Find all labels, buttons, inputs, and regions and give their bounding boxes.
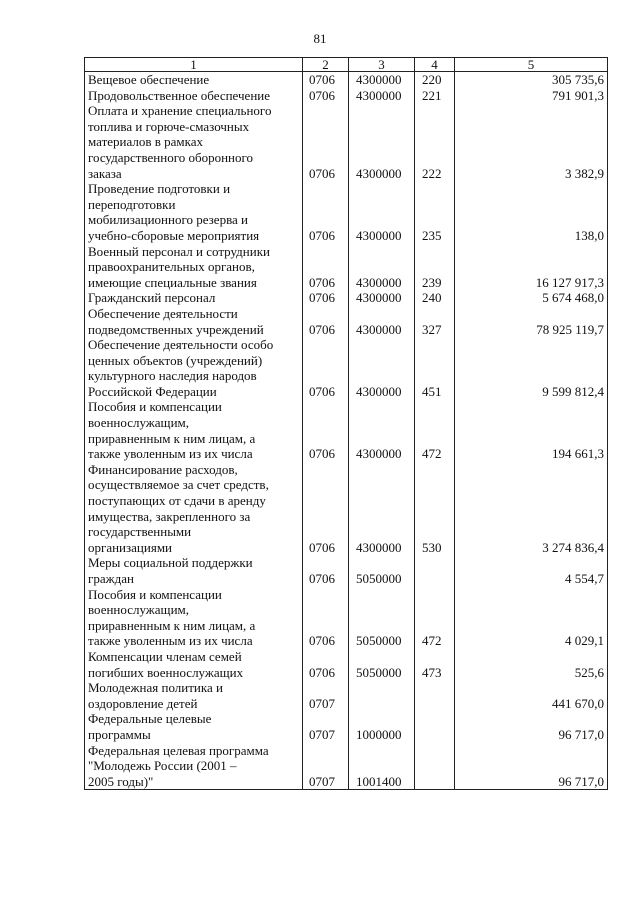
item-name-line: программы bbox=[88, 726, 151, 742]
item-name-line: также уволенным из их числа bbox=[88, 633, 253, 649]
expense-type-code bbox=[415, 711, 455, 742]
target-article-code: 4300000 bbox=[349, 181, 415, 243]
column-header-3: 3 bbox=[349, 58, 415, 72]
expense-type-code: 235 bbox=[415, 181, 455, 243]
table-row bbox=[85, 649, 608, 680]
section-code: 0706 bbox=[303, 587, 349, 649]
item-name bbox=[85, 711, 303, 742]
expense-type-code: 472 bbox=[415, 399, 455, 461]
amount: 441 670,0 bbox=[455, 680, 608, 711]
amount: 525,6 bbox=[455, 649, 608, 680]
section-code: 0706 bbox=[303, 244, 349, 291]
item-name-line: Федеральная целевая программа bbox=[88, 742, 269, 758]
item-name bbox=[85, 462, 303, 556]
item-name-line: Финансирование расходов, bbox=[88, 461, 238, 477]
expense-type-code: 222 bbox=[415, 103, 455, 181]
section-code: 0706 bbox=[303, 337, 349, 399]
item-name bbox=[85, 649, 303, 680]
page-number: 81 bbox=[313, 31, 327, 46]
header-row bbox=[85, 58, 608, 72]
item-name bbox=[85, 337, 303, 399]
target-article-code: 5050000 bbox=[349, 649, 415, 680]
table-body bbox=[85, 72, 608, 790]
amount: 9 599 812,4 bbox=[455, 337, 608, 399]
table-row bbox=[85, 337, 608, 399]
expense-type-code bbox=[415, 743, 455, 790]
table-row bbox=[85, 587, 608, 649]
item-name-line: Меры социальной поддержки bbox=[88, 555, 253, 571]
item-name bbox=[85, 306, 303, 337]
item-name-line: военнослужащим, bbox=[88, 415, 189, 431]
expense-type-code bbox=[415, 680, 455, 711]
target-article-code: 5050000 bbox=[349, 555, 415, 586]
item-name bbox=[85, 244, 303, 291]
section-code: 0706 bbox=[303, 72, 349, 88]
amount: 4 029,1 bbox=[455, 587, 608, 649]
item-name-line: оздоровление детей bbox=[88, 695, 198, 711]
item-name bbox=[85, 399, 303, 461]
item-name-line: граждан bbox=[88, 571, 134, 586]
item-name-line: также уволенным из их числа bbox=[88, 446, 253, 462]
amount: 3 382,9 bbox=[455, 103, 608, 181]
section-code: 0706 bbox=[303, 399, 349, 461]
section-code: 0706 bbox=[303, 306, 349, 337]
expense-type-code bbox=[415, 555, 455, 586]
item-name-line: материалов в рамках bbox=[88, 134, 204, 150]
column-header-5: 5 bbox=[455, 58, 608, 72]
amount: 96 717,0 bbox=[455, 711, 608, 742]
item-name-line: Молодежная политика и bbox=[88, 680, 223, 696]
amount: 78 925 119,7 bbox=[455, 306, 608, 337]
item-name-line: Компенсации членам семей bbox=[88, 648, 242, 664]
item-name-line: подведомственных учреждений bbox=[88, 321, 264, 337]
item-name-line: военнослужащим, bbox=[88, 602, 189, 618]
item-name-line: Проведение подготовки и bbox=[88, 181, 231, 197]
item-name-line: имущества, закрепленного за bbox=[88, 508, 251, 524]
expense-type-code: 221 bbox=[415, 88, 455, 104]
table-row bbox=[85, 88, 608, 104]
item-name-line: Оплата и хранение специального bbox=[88, 103, 272, 119]
expense-type-code: 530 bbox=[415, 462, 455, 556]
expense-type-code: 451 bbox=[415, 337, 455, 399]
item-name-line: Обеспечение деятельности bbox=[88, 305, 238, 321]
item-name bbox=[85, 587, 303, 649]
amount: 3 274 836,4 bbox=[455, 462, 608, 556]
item-name-line: Федеральные целевые bbox=[88, 711, 212, 727]
table-row bbox=[85, 181, 608, 243]
target-article-code: 4300000 bbox=[349, 88, 415, 104]
item-name bbox=[85, 72, 303, 88]
table-row bbox=[85, 72, 608, 88]
item-name-line: 2005 годы)" bbox=[88, 773, 154, 789]
expense-type-code: 327 bbox=[415, 306, 455, 337]
item-name bbox=[85, 743, 303, 790]
item-name-line: Продовольственное обеспечение bbox=[88, 87, 270, 103]
item-name bbox=[85, 555, 303, 586]
column-header-4: 4 bbox=[415, 58, 455, 72]
section-code: 0706 bbox=[303, 555, 349, 586]
item-name-line: приравненным к ним лицам, а bbox=[88, 617, 256, 633]
column-header-2: 2 bbox=[303, 58, 349, 72]
amount: 16 127 917,3 bbox=[455, 244, 608, 291]
table-row bbox=[85, 290, 608, 306]
target-article-code: 4300000 bbox=[349, 290, 415, 306]
section-code: 0706 bbox=[303, 462, 349, 556]
amount: 4 554,7 bbox=[455, 555, 608, 586]
section-code: 0706 bbox=[303, 290, 349, 306]
section-code: 0706 bbox=[303, 649, 349, 680]
item-name-line: Пособия и компенсации bbox=[88, 399, 222, 415]
table-row bbox=[85, 399, 608, 461]
amount: 791 901,3 bbox=[455, 88, 608, 104]
item-name-line: имеющие специальные звания bbox=[88, 274, 257, 290]
target-article-code: 1000000 bbox=[349, 711, 415, 742]
amount: 194 661,3 bbox=[455, 399, 608, 461]
item-name-line: топлива и горюче-смазочных bbox=[88, 118, 250, 134]
item-name-line: "Молодежь России (2001 – bbox=[88, 758, 237, 774]
item-name-line: погибших военнослужащих bbox=[88, 664, 244, 680]
target-article-code: 4300000 bbox=[349, 244, 415, 291]
item-name-line: государственными bbox=[88, 524, 192, 540]
item-name bbox=[85, 290, 303, 306]
item-name-line: заказа bbox=[88, 165, 122, 181]
item-name-line: Вещевое обеспечение bbox=[88, 72, 210, 87]
expense-type-code: 472 bbox=[415, 587, 455, 649]
item-name-line: правоохранительных органов, bbox=[88, 259, 255, 275]
target-article-code: 4300000 bbox=[349, 337, 415, 399]
target-article-code: 4300000 bbox=[349, 306, 415, 337]
target-article-code bbox=[349, 680, 415, 711]
item-name-line: культурного наследия народов bbox=[88, 368, 257, 384]
item-name-line: поступающих от сдачи в аренду bbox=[88, 493, 266, 509]
item-name-line: осуществляемое за счет средств, bbox=[88, 477, 269, 493]
section-code: 0707 bbox=[303, 743, 349, 790]
expense-type-code: 473 bbox=[415, 649, 455, 680]
section-code: 0707 bbox=[303, 711, 349, 742]
table-row bbox=[85, 680, 608, 711]
item-name-line: приравненным к ним лицам, а bbox=[88, 430, 256, 446]
table-row bbox=[85, 244, 608, 291]
item-name-line: Гражданский персонал bbox=[88, 290, 216, 306]
table-row bbox=[85, 555, 608, 586]
item-name-line: Обеспечение деятельности особо bbox=[88, 337, 274, 353]
item-name-line: государственного оборонного bbox=[88, 149, 253, 165]
item-name bbox=[85, 88, 303, 104]
column-header-1: 1 bbox=[85, 58, 303, 72]
amount: 138,0 bbox=[455, 181, 608, 243]
target-article-code: 4300000 bbox=[349, 72, 415, 88]
target-article-code: 4300000 bbox=[349, 462, 415, 556]
target-article-code: 5050000 bbox=[349, 587, 415, 649]
section-code: 0707 bbox=[303, 680, 349, 711]
target-article-code: 4300000 bbox=[349, 399, 415, 461]
section-code: 0706 bbox=[303, 103, 349, 181]
amount: 96 717,0 bbox=[455, 743, 608, 790]
item-name-line: Российской Федерации bbox=[88, 383, 217, 399]
amount: 305 735,6 bbox=[455, 72, 608, 88]
section-code: 0706 bbox=[303, 181, 349, 243]
item-name bbox=[85, 181, 303, 243]
expense-type-code: 239 bbox=[415, 244, 455, 291]
target-article-code: 1001400 bbox=[349, 743, 415, 790]
item-name-line: ценных объектов (учреждений) bbox=[88, 352, 263, 368]
table-row bbox=[85, 103, 608, 181]
item-name-line: организациями bbox=[88, 539, 172, 555]
item-name-line: учебно-сборовые мероприятия bbox=[88, 227, 260, 243]
table-row bbox=[85, 743, 608, 790]
amount: 5 674 468,0 bbox=[455, 290, 608, 306]
table-row bbox=[85, 306, 608, 337]
item-name-line: переподготовки bbox=[88, 196, 176, 212]
expense-type-code: 240 bbox=[415, 290, 455, 306]
item-name bbox=[85, 680, 303, 711]
target-article-code: 4300000 bbox=[349, 103, 415, 181]
expense-type-code: 220 bbox=[415, 72, 455, 88]
item-name bbox=[85, 103, 303, 181]
table-row bbox=[85, 462, 608, 556]
item-name-line: Военный персонал и сотрудники bbox=[88, 243, 270, 259]
item-name-line: мобилизационного резерва и bbox=[88, 212, 249, 228]
section-code: 0706 bbox=[303, 88, 349, 104]
budget-table bbox=[84, 57, 608, 790]
table-row bbox=[85, 711, 608, 742]
item-name-line: Пособия и компенсации bbox=[88, 586, 222, 602]
